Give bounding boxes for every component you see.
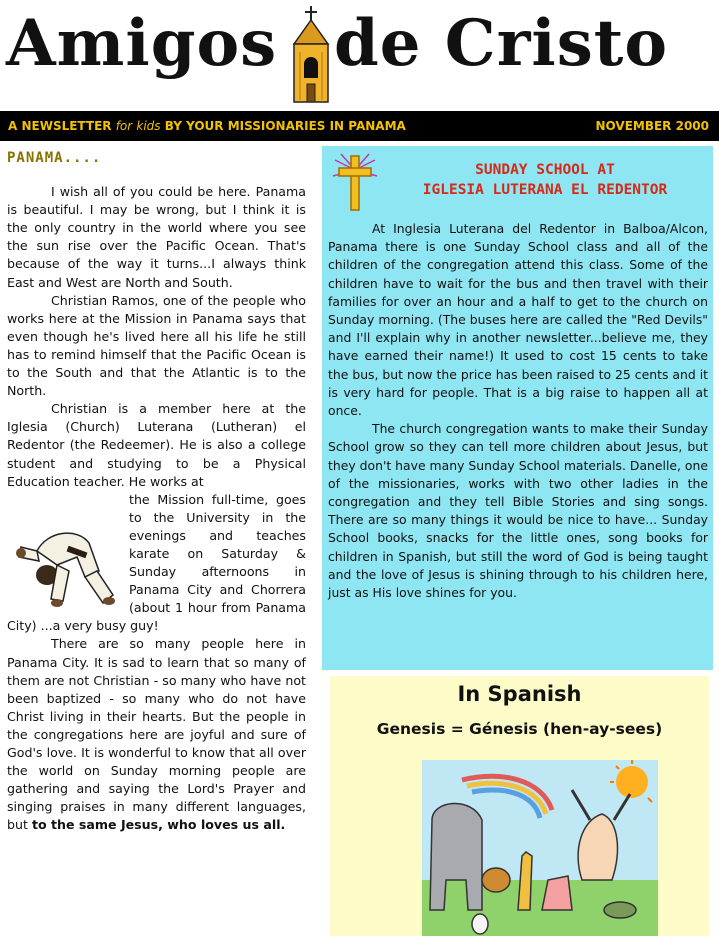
banner-date: NOVEMBER 2000: [595, 119, 709, 133]
sunday-title-line2: IGLESIA LUTERANA EL REDENTOR: [422, 182, 668, 198]
panama-heading: PANAMA....: [7, 150, 102, 166]
panama-paragraph-2: Christian Ramos, one of the people who works here at the Mission in Panama says that even though he's lived here all his life he still has to remind himself that the Pacific Ocean is to the South and that the Atlantic is to the North.: [7, 292, 306, 399]
sunday-title-line1: SUNDAY SCHOOL AT: [475, 162, 615, 178]
banner-part3: kids: [136, 119, 161, 133]
in-spanish-box: [330, 676, 709, 936]
panama-paragraph-3b: the Mission full-time, goes to the University in the evenings and teaches karate on Saturday & Sunday afternoons in Panama City and Chorrera (about 1 hour from Panama City) ...a very busy guy!: [7, 491, 306, 634]
banner-tagline: [8, 119, 406, 133]
creation-illustration-icon: [422, 760, 658, 936]
spanish-title: In Spanish: [457, 682, 582, 706]
panama-paragraph-3a: Christian is a member here at the Iglesia (Church) Luterana (Lutheran) el Redentor (the Redeemer). He is also a college student and studying to be a Physical Education teacher. He works at: [7, 401, 306, 489]
banner-part1: A NEWSLETTER: [8, 119, 112, 133]
panama-paragraph-4-text: There are so many people here in Panama City. It is sad to learn that so many of them are not Christian - so many who have not been baptized - so many who do not have Christ living in their hearts. But the people in the congregations here are joyful and sure of God's love. It is wonderful to know that all over the world on Sunday morning people are gathering and saying the Lord's Prayer and singing praises in many different languages, but: [7, 636, 306, 833]
panama-paragraph-4: [7, 635, 306, 834]
panama-paragraph-4-bold: to the same Jesus, who loves us all.: [31, 817, 286, 833]
masthead: [0, 0, 719, 106]
banner-part4: BY YOUR MISSIONARIES IN PANAMA: [164, 119, 406, 133]
sunday-school-body: [328, 220, 708, 602]
masthead-title-left: Amigos: [6, 6, 278, 81]
panama-paragraph-1: I wish all of you could be here. Panama is beautiful. I may be wrong, but I think it is the only country in the world where you see the sun rise over the Pacific Ocean. That's because of the way it turns...I always think East and West are North and South.: [7, 184, 306, 290]
banner-part2: for: [115, 119, 133, 133]
sunday-school-title: [384, 160, 706, 200]
panama-article: [7, 149, 306, 834]
cross-icon: [331, 152, 379, 212]
church-logo-icon: [286, 4, 336, 104]
sunday-school-box: [322, 146, 713, 670]
newsletter-banner: [0, 111, 719, 141]
karate-section: [7, 491, 306, 636]
sunday-paragraph-1: At Inglesia Luterana del Redentor in Balboa/Alcon, Panama there is one Sunday School class and all of the children of the congregation attend this class. Some of the children have to wait for the bus and then travel with their families for over an hour and a half to get to the church on Sunday morning. (The buses here are called the "Red Devils" and I'll explain why in another newsletter...believe me, they have earned their name!) It used to cost 15 cents to take the bus, but now the price has been raised to 25 cents and it is very hard for people. That is a big raise to happen all at once.: [328, 221, 708, 419]
spanish-subtitle: Genesis = Génesis (hen-ay-sees): [376, 720, 663, 738]
karate-figure-icon: [7, 491, 125, 615]
masthead-title-right: de Cristo: [334, 6, 668, 81]
sunday-paragraph-2: The church congregation wants to make their Sunday School grow so they can tell more children about Jesus, but they don't have many Sunday School materials. Danelle, one of the missionaries, works with two other ladies in the congregation and they tell Bible Stories and sing songs. There are so many things it would be nice to have... Sunday School books, snacks for the little ones, song books for children in Spanish, but still the word of God is being taught and the love of Jesus is shining through to his children here, just as His love shines for you.: [328, 421, 708, 601]
